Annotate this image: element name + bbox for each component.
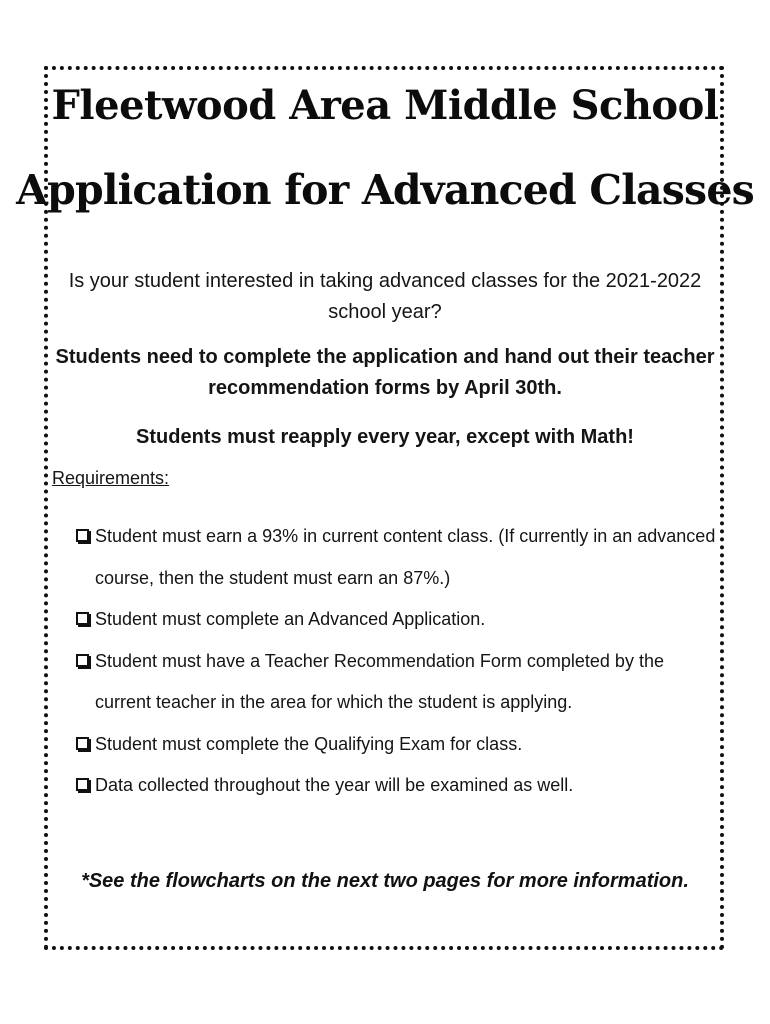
requirement-item bbox=[76, 765, 720, 807]
requirement-text: Student must have a Teacher Recommendation Form completed by the current teacher in the area for which the student is applying. bbox=[95, 650, 664, 712]
flowchart-footnote: *See the flowcharts on the next two pages for more information. bbox=[81, 870, 689, 892]
requirements-heading: Requirements: bbox=[52, 468, 170, 488]
checkbox-icon bbox=[76, 612, 89, 625]
reapply-notice: Students must reapply every year, except with Math! bbox=[136, 426, 634, 448]
requirement-item bbox=[76, 599, 720, 641]
requirement-text: Student must complete an Advanced Application. bbox=[95, 609, 486, 629]
requirement-item bbox=[76, 516, 720, 599]
checkbox-icon bbox=[76, 778, 89, 791]
requirements-list bbox=[76, 516, 720, 807]
checkbox-icon bbox=[76, 737, 89, 750]
requirement-text: Student must earn a 93% in current content class. (If currently in an advanced course, then the student must earn an 87%.) bbox=[95, 526, 716, 588]
checkbox-icon bbox=[76, 654, 89, 667]
application-title: Application for Advanced Classes bbox=[16, 166, 754, 214]
requirement-item bbox=[76, 641, 720, 724]
requirement-text: Data collected throughout the year will be examined as well. bbox=[95, 775, 574, 795]
requirement-text: Student must complete the Qualifying Exam for class. bbox=[95, 733, 523, 754]
intro-question: Is your student interested in taking advanced classes for the 2021-2022 school year? bbox=[68, 270, 702, 323]
requirement-item bbox=[76, 724, 720, 766]
checkbox-icon bbox=[76, 529, 89, 542]
school-title: Fleetwood Area Middle School bbox=[51, 82, 719, 129]
deadline-notice: Students need to complete the application and hand out their teacher recommendation forms by April 30th. bbox=[55, 346, 715, 399]
